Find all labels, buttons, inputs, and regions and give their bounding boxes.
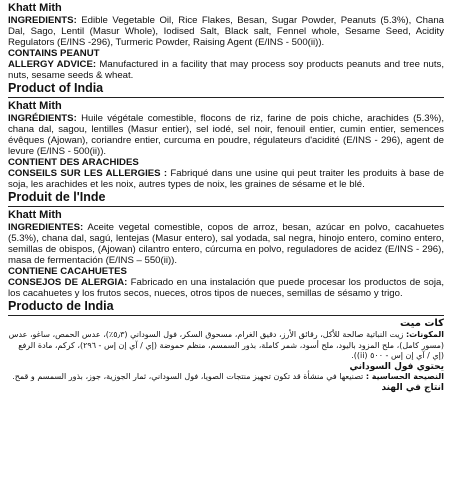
allergy-text-fr: Fabriqué dans une usine qui peut traiter les produits à base de soja, les arachides et les noix, autres types de noix, les graines de sésame et le blé.: [8, 168, 444, 190]
ingredients-es: [8, 222, 444, 266]
product-title-en: Khatt Mith: [8, 2, 62, 14]
product-title-es: Khatt Mith: [8, 209, 62, 221]
ingredients-ar: [8, 330, 444, 362]
allergy-ar: [8, 372, 444, 383]
ingredients-label-en: INGREDIENTS:: [8, 15, 77, 26]
allergy-en: [8, 59, 444, 81]
product-title-ar: كات ميت: [400, 318, 444, 329]
contains-en: CONTAINS PEANUT: [8, 48, 100, 59]
ingredients-text-fr: Huile végétale comestible, flocons de riz, farine de pois chiche, arachides (5.3%), chana dal, sagou, lentilles (Masur entier), sel iodé, sel noir, fenouil entier, cumin entier, semences évêques (Ajowan), coriandre entier, curcuma en poudre, régulateurs d'acidité (E/INS - 296), agent de levure (E/INS - 500(ii)).: [8, 113, 444, 157]
allergy-text-en: Manufactured in a facility that may process soy products peanuts and tree nuts, nuts, sesame seeds & wheat.: [8, 59, 445, 81]
ingredients-text-ar: زيت النباتية صالحة للأكل، رقائق الأرز، دقيق الغرام، مسحوق السكر، فول السوداني (٥٫٣٪)، عدس الحمص، ساغو، عدس (مسور كامل)، ملح المزود باليود، ملح أسود، شمر كاملة، بذور السمسم، منظم حموضة (إي / آي إن إس - ٢٩٦)، كركم، مادة الرفع (إي / آي إن إس - ٥٠٠ (ii)).: [8, 330, 444, 360]
allergy-es: [8, 277, 444, 299]
spanish-section: [8, 209, 444, 316]
allergy-text-ar: تصنيعها في منشأة قد تكون تجهيز منتجات الصويا، فول السوداني، ثمار الجوزية، جوز، بذور السمسم و قمح.: [12, 372, 364, 381]
ingredients-label-fr: INGRÉDIENTS:: [8, 113, 77, 124]
ingredients-label-ar: المكونات:: [405, 330, 444, 339]
french-section: [8, 100, 444, 207]
allergy-label-fr: CONSEILS SUR LES ALLERGIES :: [8, 168, 168, 179]
ingredients-text-es: Aceite vegetal comestible, copos de arroz, besan, azúcar en polvo, cacahuetes (5.3%), chana dal, sagú, lentejas (Masur entero), sal yodada, sal negra, hinojo entero, comino entero, semillas de obispos, (Ajowan) cilantro entero, cúrcuma en polvo, reguladores de acidez (E/INS - 296), masa de fermentación (E/INS – 550(ii)).: [8, 222, 444, 266]
ingredients-text-en: Edible Vegetable Oil, Rice Flakes, Besan, Sugar Powder, Peanuts (5.3%), Chana Dal, Sago, Lentil (Masur Whole), Iodised Salt, Black salt, Fennel whole, Sesame Seed, Acidity Regulators (E/INS -296), Turmeric Powder, Raising Agent (E/INS - 500(ii)).: [8, 15, 444, 48]
ingredients-label-es: INGREDIENTES:: [8, 222, 84, 233]
ingredients-fr: [8, 113, 444, 157]
contains-ar: يحتوي فول السوداني: [349, 361, 444, 372]
product-title-fr: Khatt Mith: [8, 100, 62, 112]
allergy-label-es: CONSEJOS DE ALERGIA:: [8, 277, 128, 288]
english-section: [8, 2, 444, 98]
contains-fr: CONTIENT DES ARACHIDES: [8, 157, 139, 168]
arabic-section: [8, 318, 444, 393]
origin-es: Producto de India: [8, 299, 114, 313]
origin-ar: انتاج في الهند: [381, 382, 444, 393]
origin-fr: Produit de l'Inde: [8, 190, 106, 204]
allergy-fr: [8, 168, 444, 190]
allergy-label-en: ALLERGY ADVICE:: [8, 59, 97, 70]
origin-en: Product of India: [8, 81, 104, 95]
ingredients-en: [8, 15, 444, 48]
contains-es: CONTIENE CACAHUETES: [8, 266, 127, 277]
allergy-text-es: Fabricado en una instalación que puede procesar los productos de soja, los cacahuetes y los frutos secos, nueces, otros tipos de nueces, semillas de sésamo y trigo.: [8, 277, 445, 299]
allergy-label-ar: النصيحة الحساسية :: [365, 372, 444, 381]
